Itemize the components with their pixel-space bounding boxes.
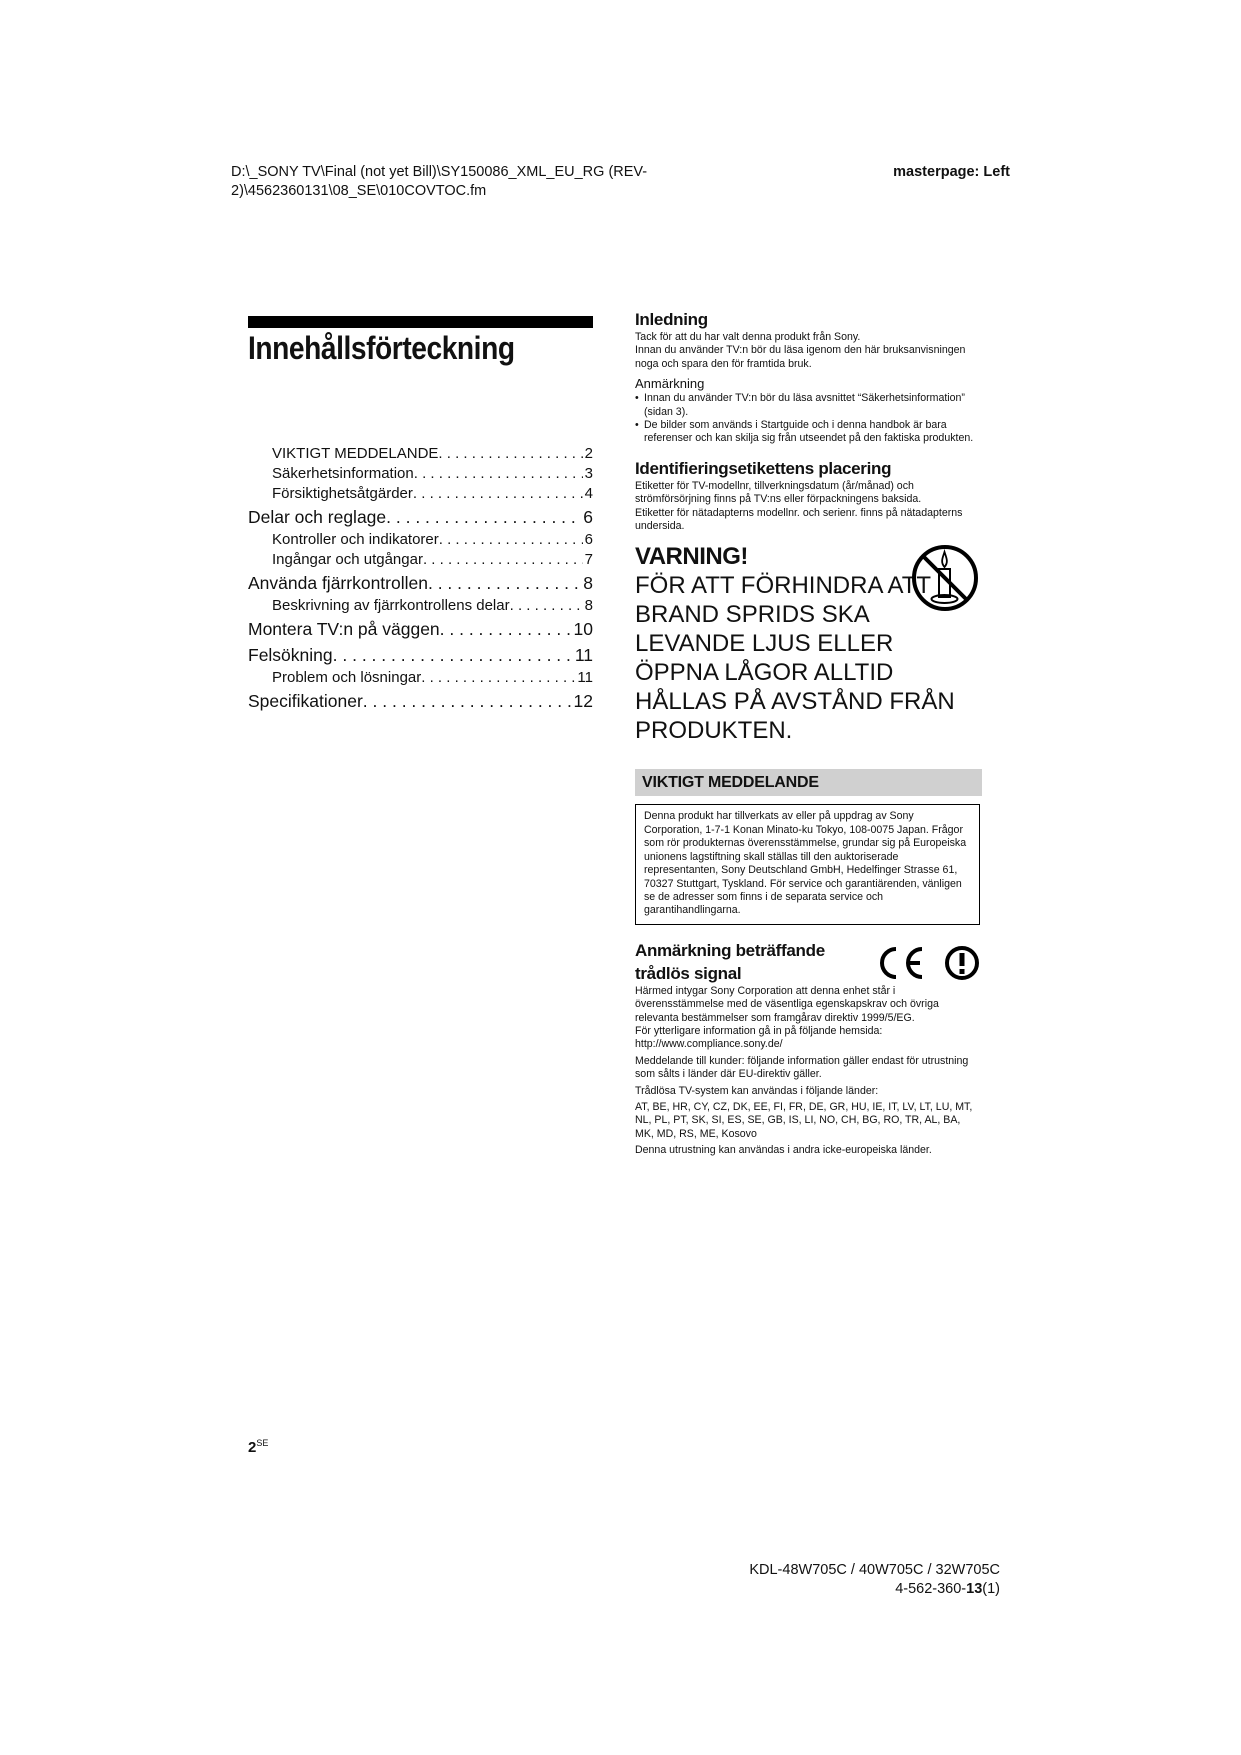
ce-mark-icon <box>870 943 980 983</box>
title-rule <box>248 316 593 328</box>
intro-heading: Inledning <box>635 310 708 329</box>
header-masterpage: masterpage: Left <box>893 164 1010 180</box>
table-of-contents <box>248 444 593 714</box>
toc-entry-page: 8 <box>583 573 593 593</box>
toc-entry[interactable] <box>248 550 593 570</box>
model-info <box>700 1561 1000 1599</box>
alert-circle-icon <box>947 948 977 978</box>
toc-entry-page: 2 <box>584 445 593 462</box>
warning-title: VARNING! <box>635 543 748 571</box>
toc-leader-dots <box>421 668 575 688</box>
toc-entry[interactable] <box>248 464 593 484</box>
toc-entry-page: 12 <box>573 691 593 711</box>
toc-entry-label: Beskrivning av fjärrkontrollens delar <box>272 597 510 614</box>
label-paragraph-1: Etiketter för TV-modellnr, tillverkningsdatum (år/månad) och strömförsörjning finns på TV:ns eller förpackningens baksida. <box>635 479 922 506</box>
toc-entry-page: 10 <box>573 619 593 639</box>
toc-entry-page: 6 <box>583 507 593 527</box>
intro-paragraph-2: Innan du använder TV:n bör du läsa igenom den här bruksanvisningen noga och spara den för framtida bruk. <box>635 344 966 370</box>
no-candle-icon <box>910 543 980 613</box>
toc-entry[interactable] <box>248 504 593 530</box>
note-heading: Anmärkning <box>635 376 705 392</box>
toc-entry-page: 7 <box>584 551 593 568</box>
toc-entry-page: 6 <box>584 531 593 548</box>
model-numbers: KDL-48W705C / 40W705C / 32W705C <box>749 1562 1000 1578</box>
toc-entry[interactable] <box>248 642 593 668</box>
toc-entry-label: Kontroller och indikatorer <box>272 531 439 548</box>
label-paragraph-2: Etiketter för nätadapterns modellnr. och serienr. finns på nätadapterns undersida. <box>635 506 963 533</box>
notice-heading: VIKTIGT MEDDELANDE <box>635 769 982 796</box>
wireless-paragraph-3: Meddelande till kunder: följande information gäller endast för utrustning som sålts i länder där EU-direktiv gäller. <box>635 1054 969 1081</box>
toc-entry-label: Montera TV:n på väggen <box>248 619 440 639</box>
toc-entry[interactable] <box>248 596 593 616</box>
country-list: AT, BE, HR, CY, CZ, DK, EE, FI, FR, DE, GR, HU, IE, IT, LV, LT, LU, MT, NL, PL, PT, SK, SI, ES, SE, GB, IS, LI, NO, CH, BG, RO, TR, AL, BA, MK, MD, RS, ME, Kosovo <box>635 1100 973 1140</box>
wireless-paragraph-1: Härmed intygar Sony Corporation att denna enhet står i överensstämmelse med de väsentliga egenskapskrav och övriga relevanta bestämmelser som framgårav direktiv 1999/5/EG. <box>635 984 939 1024</box>
toc-entry[interactable] <box>248 688 593 714</box>
toc-entry-label: Problem och lösningar <box>272 669 422 686</box>
toc-entry-page: 8 <box>584 597 593 614</box>
toc-entry-label: Felsökning <box>248 645 333 665</box>
wireless-section <box>635 939 980 1158</box>
notice-box: Denna produkt har tillverkats av eller på uppdrag av Sony Corporation, 1-7-1 Konan Minato-ku Tokyo, 108-0075 Japan. Frågor som rör produkternas överensstämmelse, grundar sig på Europeiska unionens lagstiftning skall ställas till den auktoriserade representanten, Sony Deutschland GmbH, Hedelfinger Strasse 61, 70327 Stuttgart, Tyskland. För service och garantiärenden, vänligen se de adresser som finns i de separata service och garantihandlingarna. <box>635 804 980 924</box>
toc-leader-dots <box>440 616 572 642</box>
toc-entry-label: Ingångar och utgångar <box>272 551 423 568</box>
toc-leader-dots <box>333 642 573 668</box>
toc-leader-dots <box>428 570 581 596</box>
compliance-url: http://www.compliance.sony.de/ <box>635 1038 783 1051</box>
toc-entry[interactable] <box>248 616 593 642</box>
toc-entry[interactable] <box>248 570 593 596</box>
toc-leader-dots <box>423 550 583 570</box>
toc-leader-dots <box>510 596 583 616</box>
toc-entry-label: VIKTIGT MEDDELANDE <box>272 445 439 462</box>
wireless-heading: Anmärkning beträffande trådlös signal <box>635 940 825 983</box>
warning-text: FÖR ATT FÖRHINDRA ATT BRAND SPRIDS SKA LEVANDE LJUS ELLER ÖPPNA LÅGOR ALLTID HÅLLAS PÅ AVSTÅND FRÅN PRODUKTEN. <box>635 572 955 745</box>
label-location-heading: Identifieringsetikettens placering <box>635 458 892 478</box>
note-item-2: • De bilder som används i Startguide och i denna handbok är bara referenser och kan skilja sig från utseendet på den faktiska produkten. <box>644 419 980 446</box>
note-list <box>635 392 980 446</box>
toc-entry[interactable] <box>248 530 593 550</box>
right-column <box>635 309 980 1158</box>
document-code: 4-562-360-13(1) <box>895 1581 1000 1597</box>
toc-entry-label: Specifikationer <box>248 691 363 711</box>
wireless-paragraph-2: För ytterligare information gå in på följande hemsida: <box>635 1024 883 1037</box>
toc-leader-dots <box>363 688 572 714</box>
wireless-paragraph-5: Denna utrustning kan användas i andra icke-europeiska länder. <box>635 1144 932 1157</box>
toc-entry[interactable] <box>248 444 593 464</box>
toc-entry[interactable] <box>248 484 593 504</box>
toc-title: Innehållsförteckning <box>248 330 515 366</box>
toc-leader-dots <box>414 464 583 484</box>
header-file-path: D:\_SONY TV\Final (not yet Bill)\SY150086_XML_EU_RG (REV-2)\4562360131\08_SE\010COVTOC.fm <box>231 164 648 199</box>
note-item-1: • Innan du använder TV:n bör du läsa avsnittet “Säkerhetsinformation” (sidan 3). <box>644 392 980 419</box>
toc-entry-label: Använda fjärrkontrollen <box>248 573 428 593</box>
toc-entry-label: Delar och reglage <box>248 507 387 527</box>
toc-entry-label: Säkerhetsinformation <box>272 465 414 482</box>
toc-entry-page: 4 <box>584 485 593 502</box>
toc-leader-dots <box>413 484 583 504</box>
wireless-paragraph-4: Trådlösa TV-system kan användas i följande länder: <box>635 1084 879 1097</box>
toc-entry-label: Försiktighetsåtgärder <box>272 485 413 502</box>
page-number: $2^{SE}$ <box>248 1438 269 1456</box>
toc-entry[interactable] <box>248 668 593 688</box>
toc-leader-dots <box>438 444 582 464</box>
warning-block <box>635 543 980 745</box>
intro-paragraph-1: Tack för att du har valt denna produkt från Sony. <box>635 331 861 343</box>
toc-entry-page: 11 <box>574 645 593 665</box>
toc-entry-page: 3 <box>584 465 593 482</box>
toc-leader-dots <box>439 530 583 550</box>
toc-entry-page: 11 <box>577 669 593 686</box>
toc-leader-dots <box>386 504 581 530</box>
